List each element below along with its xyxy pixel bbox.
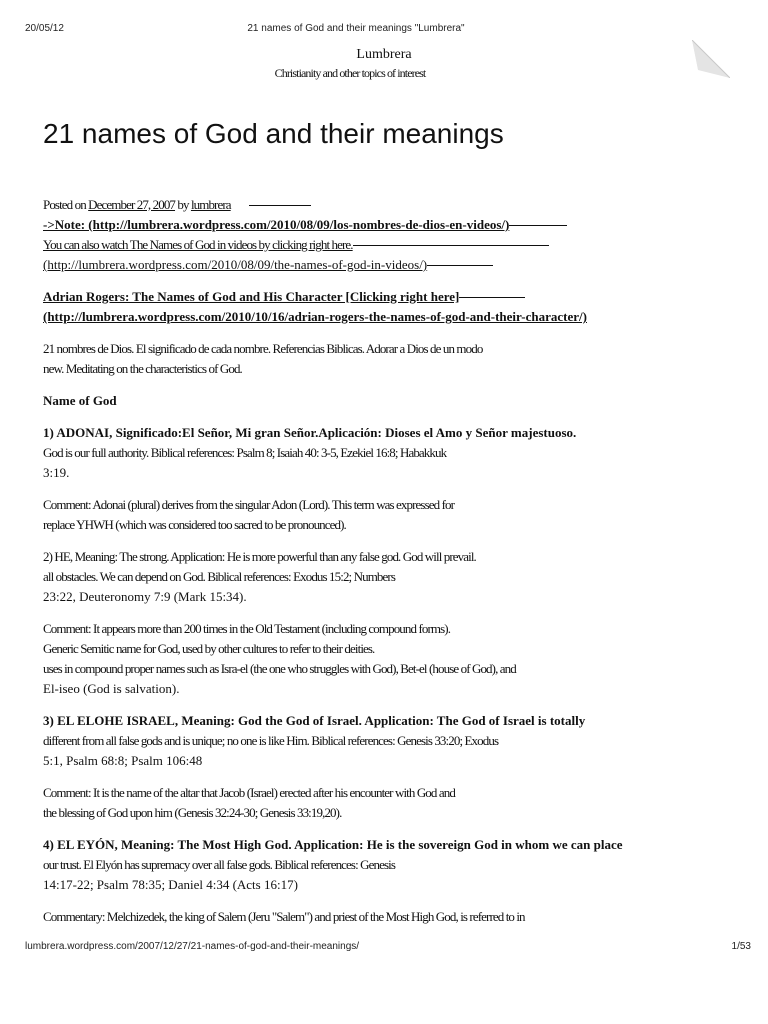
entry-comment: Comment: Adonai (plural) derives from the singular Adon (Lord). This term was expressed for	[43, 497, 455, 512]
site-tagline: Christianity and other topics of interest	[274, 66, 426, 80]
entry-comment: Generic Semitic name for God, used by other cultures to refer to their deities.	[43, 641, 375, 656]
post-content	[43, 195, 743, 927]
rogers-link[interactable]: Adrian Rogers: The Names of God and His Character [Clicking right here]	[43, 289, 460, 304]
videos-text-link[interactable]: You can also watch The Names of God in videos by clicking right here.	[43, 237, 353, 252]
entry-line: 3:19.	[43, 465, 70, 480]
link-underline-tail	[459, 297, 525, 298]
print-header	[0, 23, 768, 39]
entry-comment: Comment: It is the name of the altar that Jacob (Israel) erected after his encounter with God and	[43, 785, 455, 800]
intro-line-2: new. Meditating on the characteristics of God.	[43, 361, 242, 376]
note-link[interactable]: ->Note: (http://lumbrera.wordpress.com/2010/08/09/los-nombres-de-dios-en-videos/)	[43, 217, 510, 232]
entry-line: 23:22, Deuteronomy 7:9 (Mark 15:34).	[43, 589, 247, 604]
print-url: lumbrera.wordpress.com/2007/12/27/21-names-of-god-and-their-meanings/	[25, 941, 360, 952]
entry-line: different from all false gods and is unique; no one is like Him. Biblical references: Genesis 33:20; Exodus	[43, 733, 499, 748]
entry-line: 14:17-22; Psalm 78:35; Daniel 4:34 (Acts 16:17)	[43, 877, 298, 892]
author-link[interactable]: lumbrera	[190, 197, 231, 212]
post-date-link[interactable]: December 27, 2007	[88, 197, 176, 212]
entry-heading: 1) ADONAI, Significado:El Señor, Mi gran Señor.Aplicación: Dioses el Amo y Señor majestuoso.	[43, 425, 577, 440]
rogers-link-line-1	[43, 287, 743, 307]
entry-comment: replace YHWH (which was considered too sacred to be pronounced).	[43, 517, 346, 532]
entry-comment: uses in compound proper names such as Isra-el (the one who struggles with God), Bet-el (house of God), and	[43, 661, 516, 676]
videos-url-link[interactable]: (http://lumbrera.wordpress.com/2010/08/09/the-names-of-god-in-videos/)	[43, 257, 428, 272]
note-link-line	[43, 215, 743, 235]
rogers-url-link[interactable]: (http://lumbrera.wordpress.com/2010/10/16/adrian-rogers-the-names-of-god-and-their-character/)	[43, 309, 587, 324]
section-heading: Name of God	[43, 393, 117, 408]
link-underline-tail	[509, 225, 567, 226]
entry-comment: El-iseo (God is salvation).	[43, 681, 180, 696]
rogers-link-line-2	[43, 307, 743, 327]
print-title: 21 names of God and their meanings "Lumbrera"	[247, 23, 465, 34]
entry-heading: 3) EL ELOHE ISRAEL, Meaning: God the God of Israel. Application: The God of Israel is totally	[43, 713, 586, 728]
entry-comment: Commentary: Melchizedek, the king of Salem (Jeru "Salem") and priest of the Most High God, is referred to in	[43, 909, 525, 924]
entry-heading: 4) EL EYÓN, Meaning: The Most High God. Application: He is the sovereign God in whom we can place	[43, 837, 623, 852]
site-title[interactable]: Lumbrera	[356, 47, 412, 62]
entry-comment: Comment: It appears more than 200 times in the Old Testament (including compound forms).	[43, 621, 451, 636]
entry-line: our trust. El Elyón has supremacy over all false gods. Biblical references: Genesis	[43, 857, 396, 872]
link-underline-tail	[353, 245, 549, 246]
videos-text-line	[43, 235, 743, 255]
videos-url-line	[43, 255, 743, 275]
post-title: 21 names of God and their meanings	[43, 118, 504, 149]
entry-comment: the blessing of God upon him (Genesis 32:24-30; Genesis 33:19,20).	[43, 805, 342, 820]
entry-line: 2) HE, Meaning: The strong. Application: He is more powerful than any false god. God will prevail.	[43, 549, 476, 564]
entry-line: 5:1, Psalm 68:8; Psalm 106:48	[43, 753, 203, 768]
link-underline-tail	[427, 265, 493, 266]
link-underline-tail	[249, 205, 311, 206]
print-date: 20/05/12	[25, 23, 64, 34]
entry-line: all obstacles. We can depend on God. Biblical references: Exodus 15:2; Numbers	[43, 569, 395, 584]
page-number: 1/53	[731, 941, 751, 952]
intro-line-1: 21 nombres de Dios. El significado de cada nombre. Referencias Biblicas. Adorar a Dios de un modo	[43, 341, 483, 356]
print-footer	[0, 941, 768, 957]
entry-line: God is our full authority. Biblical references: Psalm 8; Isaiah 40: 3-5, Ezekiel 16:8; Habakkuk	[43, 445, 447, 460]
post-meta: Posted on December 27, 2007 by lumbrera	[43, 195, 743, 215]
